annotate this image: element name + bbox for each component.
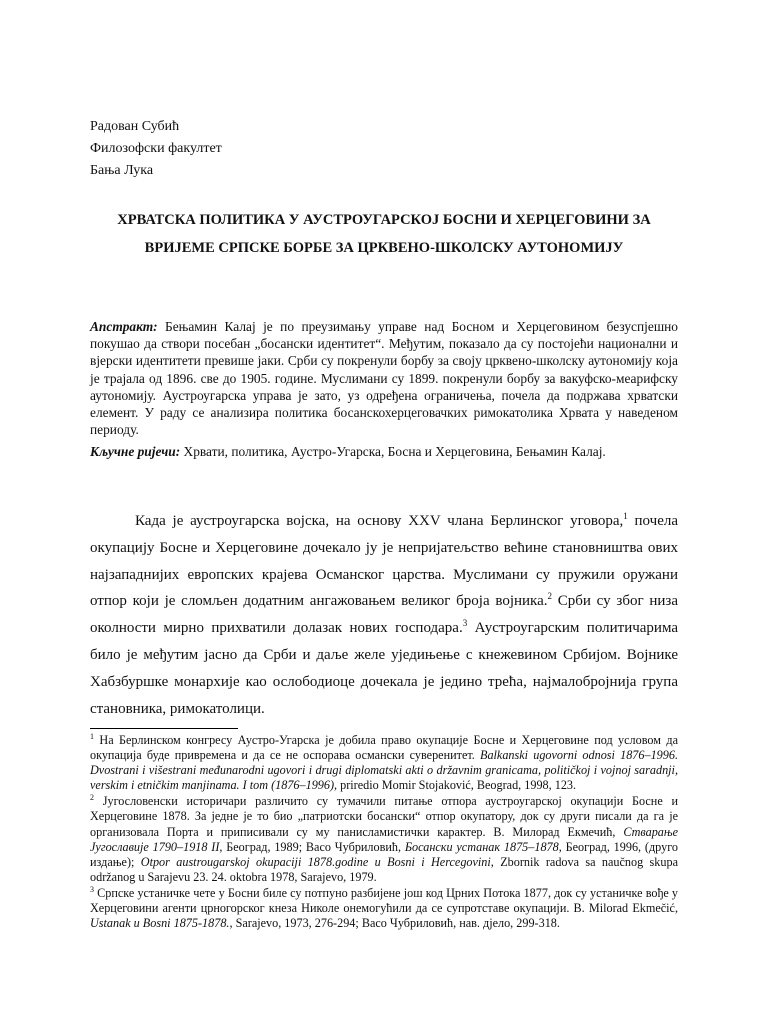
footnotes [90,733,678,932]
author-faculty: Филозофски факултет [90,141,222,156]
author-city: Бања Лука [90,163,154,178]
abstract [90,318,678,438]
title-line-2: ВРИЈЕМЕ СРПСКЕ БОРБЕ ЗА ЦРКВЕНО-ШКОЛСКУ АУТОНОМИЈУ [144,240,624,256]
footnote-text: priredio Momir Stojaković, Beograd, 1998, 123. [337,778,577,793]
footnote-ref-1[interactable]: 1 [623,511,628,521]
abstract-text: Бењамин Калај је по преузимању управе над Босном и Херцеговином безуспјешно покушао да створи посебан „босански идентитет“. Међутим, показало да су постојећи национални и вјерски идентитети превише јаки. Срби су покренули борбу за своју црквено-школску аутономију која је трајала од 1896. све до 1905. године. Муслимани су 1899. покренули борбу за вакуфско-меарифску аутономију. Аустроугарска управа је зато, уз одређена ограничења, почела да подржава хрватски елемент. У раду се анализира политика босанскохерцеговачких римокатолика Хрвата у наведеном периоду. [90,319,678,438]
footnote-text: , Sarajevo, 1973, 276-294; Васо Чубриловић, нав. дјело, 299-318. [229,916,560,931]
footnote-citation-title: Ustanak u Bosni 1875-1878. [90,916,230,931]
author-name: Радован Субић [90,119,180,134]
body-paragraph [90,508,678,722]
footnote-text: На Берлинском конгресу Аустро-Угарска је добила право окупације Босне и Херцеговине под условом да окупација буде привремена и да се не оспорава османски суверенитет. [90,733,678,763]
footnote-citation-title: Balkanski ugovorni odnosi 1876–1996. Dvostrani i višestrani međunarodni ugovori i drugi diplomatski akti o državnim granicama, političkoj i vojnoj saradnji, verskim i etničkim manjinama. I tom (1876–1996), [90,748,679,793]
footnote-ref-2[interactable]: 2 [547,591,553,602]
footnote-number: 2 [90,793,94,803]
keywords-label: Кључне ријечи: [90,444,181,459]
body-text-segment: почела окупацију Босне и Херцеговине дочекало ју је непријатељство већине становништва ових најзападнијих европских крајева Османског царства. Муслимани су пружили оружани отпор који је сломљен додатним ангажовањем великог броја војника. [90,513,679,610]
footnote-2 [90,794,678,885]
footnote-ref-3[interactable]: 3 [462,618,468,629]
body-text [90,508,678,722]
keywords-text: Хрвати, политика, Аустро-Угарска, Босна и Херцеговина, Бењамин Калај. [180,444,606,459]
footnote-text: , Београд, 1989; Васо Чубриловић, [219,839,405,854]
article-title [70,206,698,262]
body-text-segment: Када је аустроугарска војска, на основу XXV члана Берлинског уговора, [135,513,624,529]
footnote-citation-title: Босански устанак 1875–1878 [404,839,559,854]
body-text-segment: Срби су због низа околности мирно прихватили долазак нових господара. [90,593,678,637]
author-block [90,116,222,182]
body-text-segment: Аустроугарским политичарима било је међутим јасно да Срби и даље желе уједињење с кнежевином Србијом. Војнике Хабзбуршке монархије као ослободиоце дочекала је једино трећа, најмалобројнија група становника, римокатолици. [90,620,678,717]
footnote-citation-title: Стварање Југославије 1790–1918 II [90,824,678,854]
keywords [90,443,678,460]
footnote-text: , Zbornik radova sa naučnog skupa održanog u Sarajevu 23. 24. oktobra 1978, Sarajevo, 1979. [90,854,678,884]
footnote-text: , Београд, 1996, (друго издање); [90,839,678,869]
footnote-number: 3 [90,884,94,894]
footnote-number: 1 [90,731,94,741]
footnote-text: Српске устаничке чете у Босни биле су потпуно разбијене још код Црних Потока 1877, док су устаничке вође у Херцеговини агенти црногорског кнеза Николе онемогућили да се супротставе окупацији. В. Milorad Ekmečić, [90,885,678,916]
footnote-1 [90,733,678,793]
abstract-label: Апстракт: [90,319,158,334]
footnote-3 [90,886,678,931]
footnote-citation-title: Otpor austrougarskoj okupaciji 1878.godine u Bosni i Hercegovini [140,854,491,869]
footnote-text: Југословенски историчари различито су тумачили питање отпора аустроугарској окупацији Босне и Херцеговине 1878. За једне је то био „патриотски босански“ отпор окупатору, док су други писали да га је организовала Порта и приписивали су му панисламистички карактер. В. Милорад Екмечић, [90,794,678,839]
title-line-1: ХРВАТСКА ПОЛИТИКА У АУСТРОУГАРСКОЈ БОСНИ И ХЕРЦЕГОВИНИ ЗА [117,212,651,228]
footnote-divider [90,728,238,729]
